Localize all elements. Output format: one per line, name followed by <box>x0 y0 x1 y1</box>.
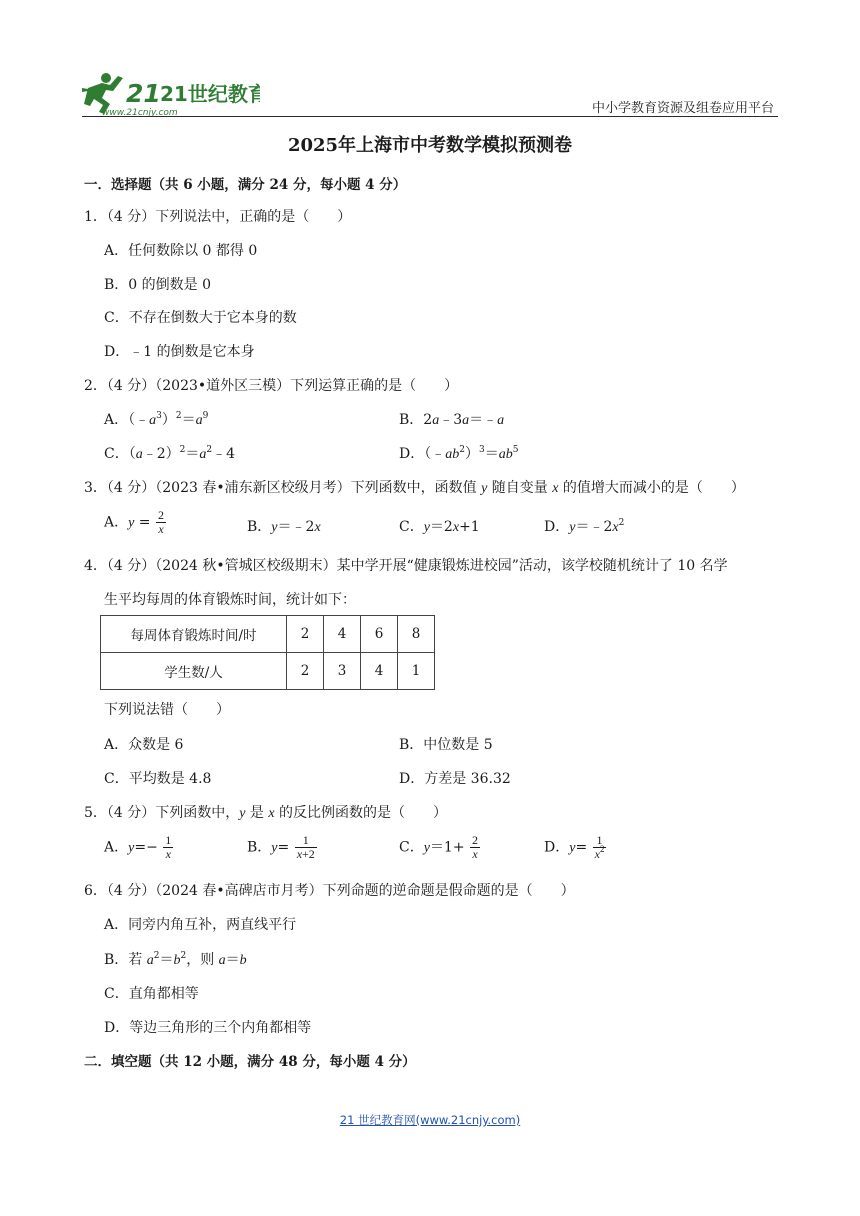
question-1-option-a: A．任何数除以 0 都得 0 <box>104 243 258 259</box>
question-6-stem: 6．（4 分）（2024 春•高碑店市月考）下列命题的逆命题是假命题的是（ ） <box>84 883 575 899</box>
table-cell: 3 <box>324 653 361 690</box>
table-cell: 6 <box>361 616 398 653</box>
question-6-option-c: C．直角都相等 <box>104 986 199 1002</box>
table-cell: 2 <box>287 616 324 653</box>
question-2-option-c: C．$(a﹣2)^2=a^2﹣4$ <box>104 445 236 462</box>
question-6-option-a: A．同旁内角互补，两直线平行 <box>104 917 297 933</box>
question-1-option-d: D．﹣1 的倒数是它本身 <box>104 344 255 360</box>
site-logo[interactable] <box>80 68 260 120</box>
question-3-option-a: A．y = $\frac{2}{x}$ <box>104 508 164 536</box>
header-divider <box>82 116 778 117</box>
question-1-option-c: C．不存在倒数大于它本身的数 <box>104 310 297 326</box>
question-1-stem: 1．（4 分）下列说法中，正确的是（ ） <box>84 209 352 225</box>
table-row-header: 每周体育锻炼时间/时 <box>101 616 287 653</box>
question-4-prompt: 下列说法错（ ） <box>104 702 230 718</box>
table-row <box>101 616 435 653</box>
question-4-option-a: A．众数是 6 <box>104 737 184 753</box>
question-4-stem-line2: 生平均每周的体育锻炼时间，统计如下： <box>104 592 356 608</box>
table-cell: 4 <box>324 616 361 653</box>
question-3-option-b: B．y＝﹣2x <box>247 519 321 535</box>
question-1-option-b: B．0 的倒数是 0 <box>104 277 212 293</box>
question-5-option-a: A．y=− $\frac{1}{x}$ <box>104 833 172 861</box>
question-2-option-d: D．$(﹣ab^2)^3=ab^5$ <box>399 445 519 462</box>
question-5-stem: 5．（4 分）下列函数中，y 是 x 的反比例函数的是（ ） <box>84 805 448 821</box>
header-platform-text: 中小学教育资源及组卷应用平台 <box>591 101 774 116</box>
table-cell: 2 <box>287 653 324 690</box>
question-5-option-d: D．y= $\frac{1}{x^2}$ <box>544 833 605 861</box>
table-cell: 1 <box>398 653 435 690</box>
exercise-time-table <box>100 615 435 690</box>
question-4-stem-line1: 4．（4 分）（2024 秋•管城区校级期末）某中学开展“健康锻炼进校园”活动，该学校随机统计了 10 名学 <box>84 558 728 574</box>
question-6-option-d: D．等边三角形的三个内角都相等 <box>104 1020 312 1036</box>
question-3-stem: 3．（4 分）（2023 春•浦东新区校级月考）下列函数中，函数值 y 随自变量 x 的值增大而减小的是（ ） <box>84 480 745 496</box>
page-title: 2025年上海市中考数学模拟预测卷 <box>287 135 573 156</box>
footer <box>0 1112 860 1128</box>
footer-link[interactable]: 21 世纪教育网(www.21cnjy.com) <box>339 1113 521 1127</box>
table-row-header: 学生数/人 <box>101 653 287 690</box>
table-cell: 4 <box>361 653 398 690</box>
question-2-option-b: B．2a﹣3a＝﹣a <box>399 412 505 428</box>
table-cell: 8 <box>398 616 435 653</box>
question-3-option-c: C．y＝2x+1 <box>399 519 480 535</box>
question-2-stem: 2．（4 分）（2023•道外区三模）下列运算正确的是（ ） <box>84 378 459 394</box>
svg-text:21: 21 <box>126 79 161 108</box>
section-heading-fill-in: 二．填空题（共 12 小题，满分 48 分，每小题 4 分） <box>84 1054 416 1070</box>
svg-text:21世纪教育: 21世纪教育 <box>160 82 260 106</box>
question-4-option-b: B．中位数是 5 <box>399 737 493 753</box>
question-2-option-a: A．$(﹣a^3)^2=a^9$ <box>104 411 209 428</box>
svg-text:www.21cnjy.com: www.21cnjy.com <box>102 108 178 118</box>
question-4-option-d: D．方差是 36.32 <box>399 771 511 787</box>
question-5-option-b: B．y= $\frac{1}{x+2}$ <box>247 833 315 861</box>
section-heading-choice: 一．选择题（共 6 小题，满分 24 分，每小题 4 分） <box>84 177 407 193</box>
question-4-option-c: C．平均数是 4.8 <box>104 771 212 787</box>
table-row <box>101 653 435 690</box>
question-6-option-b: B．若 $a^2=b^2$，则 a＝b <box>104 951 247 968</box>
question-5-option-c: C．y＝1+ $\frac{2}{x}$ <box>399 833 479 861</box>
question-3-option-d: D．$y=﹣2x^2$ <box>544 518 625 535</box>
